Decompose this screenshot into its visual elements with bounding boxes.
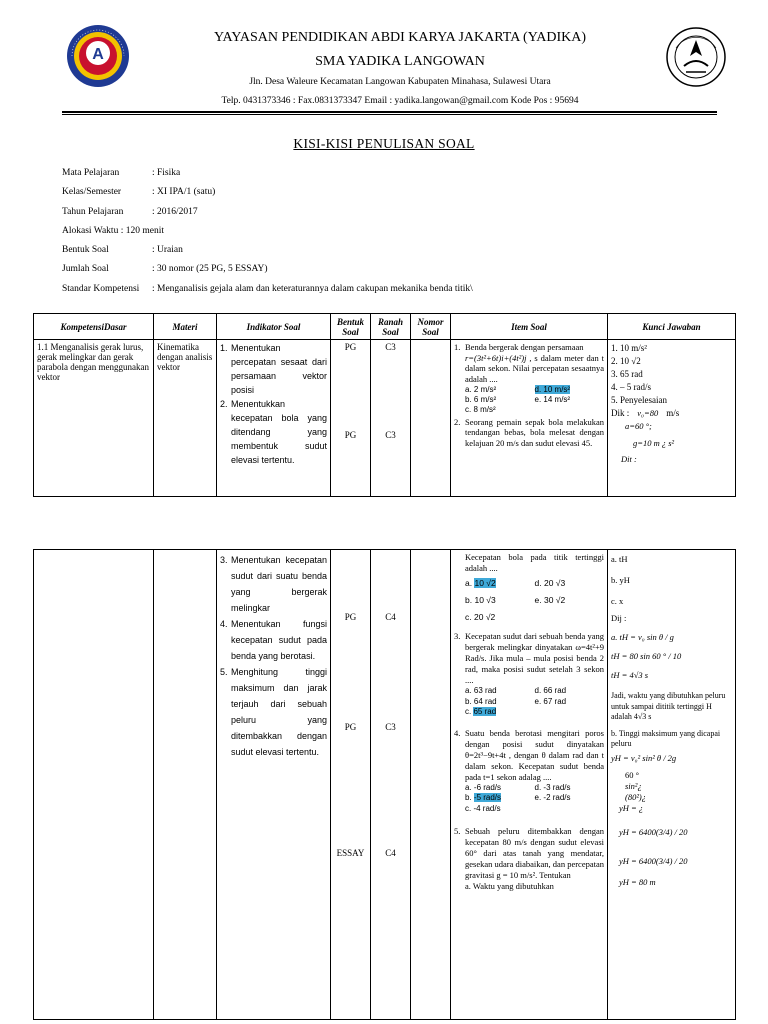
kunci-item: b. yH bbox=[611, 575, 630, 586]
item-text: , s dalam meter dan t dalam sekon. Nilai percepatan sesaatnya adalah .... bbox=[465, 352, 605, 384]
info-value: : 2016/2017 bbox=[152, 207, 198, 217]
item-soal: 3. Kecepatan sudut dari sebuah benda yang bergerak melingkar dinyatakan ω=4t²+9 Rad/s. Jika mula – mula posisi benda 2 rad, maka posisi sudut setelah 3 sekon .... bbox=[454, 631, 604, 686]
school-contact: Telp. 0431373346 : Fax.0831373347 Email : yadika.langowan@gmail.com Kode Pos : 95694 bbox=[221, 96, 579, 106]
indikator-text: Menentukan kecepatan sudut dari suatu benda yang bergerak melingkar bbox=[231, 555, 327, 614]
ranah-cell bbox=[371, 340, 411, 497]
kisi-table-1 bbox=[33, 313, 736, 497]
kunci-formula: yH = 80 m bbox=[619, 876, 656, 887]
item-formula: r=(3t²+6t)i+(4t²)j bbox=[465, 352, 527, 363]
info-value: : Menganalisis gejala alam dan keteraturannya dalam cakupan mekanika benda titik\ bbox=[152, 284, 473, 294]
col-header: Nomor Soal bbox=[411, 314, 451, 340]
kd-text: 1.1 Menganalisis gerak lurus, gerak melingkar dan gerak parabola dengan menggunakan vektor bbox=[37, 342, 149, 382]
kunci-item: 3. 65 rad bbox=[611, 369, 643, 380]
table-row bbox=[34, 340, 736, 497]
kunci-text: b. Tinggi maksimum yang dicapai peluru bbox=[611, 728, 721, 748]
item-soal: 5. Sebuah peluru ditembakkan dengan kecepatan 80 m/s dengan sudut elevasi 60° dari atas tanah yang mendatar, gesekan udara diabaikan, dan percepatan gravitasi g = 10 m/s². Tentukan bbox=[454, 826, 604, 881]
info-label: Alokasi Waktu : 120 menit bbox=[62, 226, 164, 236]
indikator-cell bbox=[217, 340, 331, 497]
bentuk-value: PG bbox=[344, 430, 357, 440]
col-header: Indikator Soal bbox=[217, 314, 331, 340]
kunci-formula: tH = 4√3 s bbox=[611, 670, 649, 681]
ranah-value: C3 bbox=[385, 430, 396, 440]
option: a. 63 rad bbox=[465, 686, 497, 696]
col-header: KompetensiDasar bbox=[34, 314, 154, 340]
info-value: : Uraian bbox=[152, 245, 183, 255]
kunci-formula: yH = 6400(3/4) / 20 bbox=[619, 826, 688, 837]
indikator-cell bbox=[217, 550, 331, 1020]
ranah-value: C4 bbox=[385, 612, 396, 622]
option: c. 20 √2 bbox=[465, 612, 496, 623]
option: e. 14 m/s² bbox=[534, 394, 571, 404]
info-value: : Fisika bbox=[152, 168, 181, 178]
v0-unit: m/s bbox=[666, 408, 680, 419]
kd-cell bbox=[34, 340, 154, 497]
kunci-item: 1. 10 m/s² bbox=[611, 343, 647, 353]
indikator-text: Menentukkan kecepatan bola yang ditendang yang membentuk sudut elevasi tertentu. bbox=[231, 398, 327, 465]
col-header: Ranah Soal bbox=[371, 314, 411, 340]
indikator-num: 5. bbox=[220, 667, 228, 678]
indikator-item bbox=[220, 342, 327, 398]
item-text: Kecepatan bola pada titik tertinggi adalah .... bbox=[465, 552, 604, 574]
school-address: Jln. Desa Waleure Kecamatan Langowan Kabupaten Minahasa, Sulawesi Utara bbox=[249, 77, 551, 87]
col-header: Kunci Jawaban bbox=[608, 314, 736, 340]
item-subtext: a. Waktu yang dibutuhkan bbox=[465, 881, 554, 892]
indikator-text: Menentukan fungsi kecepatan sudut pada benda yang berotasi. bbox=[231, 619, 327, 662]
v0-formula: v₀=80 bbox=[637, 408, 659, 419]
item-soal: 2. Seorang pemain sepak bola melakukan tendangan bebas, bola melesat dengan kelajuan 20 m/s dan sudut elevasi 45. bbox=[454, 416, 604, 448]
kunci-item: c. x bbox=[611, 596, 624, 607]
option-answer: c. 65 rad bbox=[465, 707, 497, 717]
info-value: : 30 nomor (25 PG, 5 ESSAY) bbox=[152, 264, 268, 274]
bentuk-cell bbox=[331, 340, 371, 497]
materi-cell bbox=[154, 550, 217, 1020]
kunci-cell bbox=[608, 550, 736, 1020]
info-label: Standar Kompetensi bbox=[62, 284, 140, 294]
info-value: : XI IPA/1 (satu) bbox=[152, 187, 216, 197]
option-grid bbox=[454, 686, 604, 717]
item-text: Sebuah peluru ditembakkan dengan kecepatan 80 m/s dengan sudut elevasi 60° dari atas tanah yang mendatar, gesekan udara diabaikan, dan percepatan gravitasi g = 10 m/s². Tentukan bbox=[465, 826, 604, 881]
kisi-table-2 bbox=[33, 549, 736, 1020]
ranah-cell bbox=[371, 550, 411, 1020]
option: e. -2 rad/s bbox=[534, 793, 571, 803]
document-title: KISI-KISI PENULISAN SOAL bbox=[293, 136, 475, 151]
option: c. -4 rad/s bbox=[465, 803, 501, 813]
col-header: Item Soal bbox=[451, 314, 608, 340]
table-row bbox=[34, 550, 736, 1020]
option: b. 64 rad bbox=[465, 696, 497, 706]
info-label: Kelas/Semester bbox=[62, 187, 122, 197]
option: a. 2 m/s² bbox=[465, 384, 497, 394]
indikator-text: Menghitung tinggi maksimum dan jarak terjauh dari sebuah peluru yang ditembakkan dengan sudut elevasi tertentu. bbox=[231, 667, 327, 758]
option: d. 66 rad bbox=[534, 686, 567, 696]
kunci-formula: 60 ° bbox=[625, 770, 640, 781]
indikator-item bbox=[220, 398, 327, 468]
kunci-formula: yH = v₀² sin² θ / 2g bbox=[611, 753, 677, 764]
option: e. 30 √2 bbox=[534, 595, 566, 606]
ranah-value: C3 bbox=[385, 342, 396, 352]
foundation-name: YAYASAN PENDIDIKAN ABDI KARYA JAKARTA (YADIKA) bbox=[213, 30, 587, 45]
option: b. 6 m/s² bbox=[465, 394, 497, 404]
item-soal: 4. Suatu benda berotasi mengitari poros dengan posisi sudut dinyatakan θ=2t³−9t+4t , dengan θ dalam rad dan t dalam sekon. Kecepatan sudut benda pada t=1 sekon adalag .... bbox=[454, 727, 604, 782]
option: c. 8 m/s² bbox=[465, 404, 496, 414]
kunci-cell bbox=[608, 340, 736, 497]
kunci-item: 2. 10 √2 bbox=[611, 356, 641, 367]
kunci-item: a. tH bbox=[611, 554, 628, 564]
kunci-dik bbox=[611, 407, 732, 420]
alpha-formula: a=60 °; bbox=[625, 421, 652, 432]
svg-text:A: A bbox=[92, 46, 104, 63]
bentuk-value: PG bbox=[344, 612, 357, 622]
option-answer: a. 10 √2 bbox=[465, 578, 496, 589]
table-header-row bbox=[34, 314, 736, 340]
school-logo bbox=[66, 24, 130, 88]
item-cell bbox=[451, 340, 608, 497]
nomor-cell bbox=[411, 550, 451, 1020]
item-text: Seorang pemain sepak bola melakukan tendangan bebas, bola melesat dengan kelajuan 20 m/s dan sudut elevasi 45. bbox=[465, 416, 604, 448]
nomor-cell bbox=[411, 340, 451, 497]
bentuk-value: PG bbox=[344, 722, 357, 732]
materi-cell bbox=[154, 340, 217, 497]
option: d. -3 rad/s bbox=[534, 782, 571, 792]
header-rule-thick bbox=[62, 111, 717, 113]
option: a. -6 rad/s bbox=[465, 782, 502, 792]
school-name: SMA YADIKA LANGOWAN bbox=[315, 54, 485, 69]
indikator-text: Menentukan percepatan sesaat dari persamaan vektor posisi bbox=[231, 343, 327, 395]
option: d. 20 √3 bbox=[534, 578, 566, 589]
info-label: Mata Pelajaran bbox=[62, 168, 120, 178]
kunci-item: 4. – 5 rad/s bbox=[611, 382, 651, 393]
kunci-formula: a. tH = v₀ sin θ / g bbox=[611, 632, 674, 643]
col-header: Materi bbox=[154, 314, 217, 340]
kunci-item: Dij : bbox=[611, 613, 627, 624]
info-label: Jumlah Soal bbox=[62, 264, 109, 274]
kunci-formula: tH = 80 sin 60 ° / 10 bbox=[611, 651, 682, 662]
kd-cell bbox=[34, 550, 154, 1020]
dik-label: Dik : bbox=[611, 408, 630, 419]
header-rule-thin bbox=[62, 114, 717, 115]
option-grid bbox=[454, 783, 604, 814]
kunci-formula: sin²¿ bbox=[625, 781, 642, 792]
indikator-num: 1. bbox=[220, 343, 228, 353]
info-label: Bentuk Soal bbox=[62, 245, 109, 255]
bentuk-cell bbox=[331, 550, 371, 1020]
indikator-num: 2. bbox=[220, 398, 228, 409]
materi-text: Kinematika dengan analisis vektor bbox=[157, 342, 213, 372]
tut-wuri-handayani-logo bbox=[666, 26, 726, 88]
option: b. 10 √3 bbox=[465, 595, 496, 606]
indikator-num: 3. bbox=[220, 555, 228, 565]
kunci-text: Jadi, waktu yang dibutuhkan peluru untuk sampai dititik tertinggi H adalah 4√3 s bbox=[611, 691, 726, 722]
indikator-item bbox=[220, 664, 327, 760]
option: e. 67 rad bbox=[534, 696, 567, 706]
option-grid bbox=[454, 578, 604, 623]
option-answer: b. -5 rad/s bbox=[465, 793, 502, 803]
dit-label: Dit : bbox=[621, 453, 637, 464]
col-header: Bentuk Soal bbox=[331, 314, 371, 340]
ranah-value: C3 bbox=[385, 722, 396, 732]
item-text: Benda bergerak dengan persamaan bbox=[465, 342, 584, 352]
kunci-formula: (80²)¿ bbox=[625, 792, 646, 803]
kunci-item: 5. Penyelesaian bbox=[611, 395, 667, 406]
item-text: Suatu benda berotasi mengitari poros dengan posisi sudut dinyatakan θ=2t³−9t+4t , dengan θ dalam rad dan t dalam sekon. Kecepatan sudut benda pada t=1 sekon adalag .... bbox=[465, 727, 604, 782]
bentuk-value: ESSAY bbox=[336, 848, 365, 858]
item-text: Kecepatan sudut dari sebuah benda yang bergerak melingkar dinyatakan ω=4t²+9 Rad/s. Jika mula – mula posisi benda 2 rad, maka posisi sudut setelah 3 sekon .... bbox=[465, 631, 604, 686]
option-answer: d. 10 m/s² bbox=[534, 384, 571, 394]
indikator-item bbox=[220, 616, 327, 664]
ranah-value: C4 bbox=[385, 848, 396, 858]
g-formula: g=10 m ¿ s² bbox=[633, 437, 675, 448]
item-cell bbox=[451, 550, 608, 1020]
indikator-num: 4. bbox=[220, 619, 228, 630]
kunci-formula: yH = 6400(3/4) / 20 bbox=[619, 855, 688, 866]
option-grid bbox=[454, 385, 604, 415]
kunci-formula: yH = ¿ bbox=[619, 803, 644, 814]
indikator-item bbox=[220, 552, 327, 616]
item-soal: 1. Benda bergerak dengan persamaan r=(3t²+6t)i+(4t²)j , s dalam meter dan t dalam sekon. Nilai percepatan sesaatnya adalah .... bbox=[454, 342, 605, 384]
bentuk-value: PG bbox=[344, 342, 357, 352]
info-label: Tahun Pelajaran bbox=[62, 207, 124, 217]
